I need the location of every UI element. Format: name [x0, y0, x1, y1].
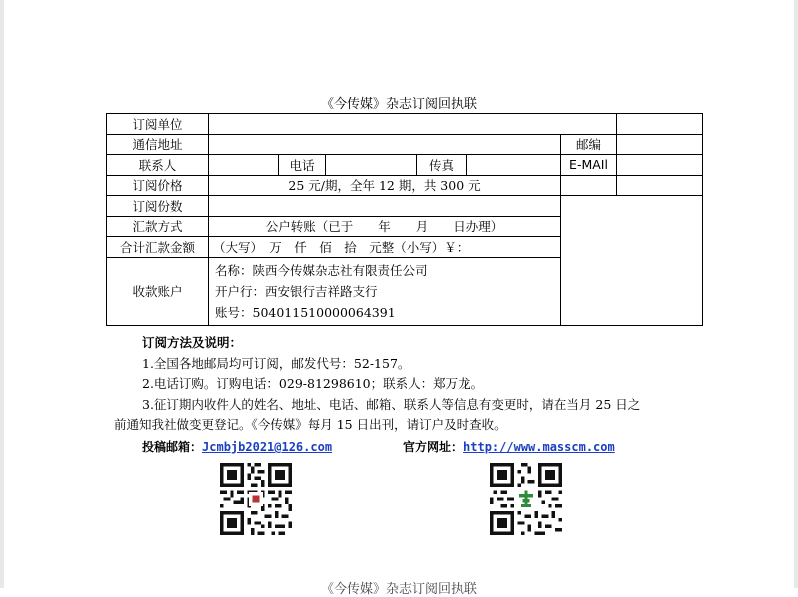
price-value: 25 元/期，全年 12 期，共 300 元	[209, 175, 561, 196]
contact-field[interactable]	[209, 155, 279, 176]
notes-item-3-line-1: 3.征订期内收件人的姓名、地址、电话、邮箱、联系人等信息有变更时，请在当月 25 日之	[142, 396, 641, 412]
qr-code-icon	[490, 463, 562, 535]
document-title: 《今传媒》杂志订阅回执联	[320, 97, 477, 112]
subscriber-extra-cell[interactable]	[617, 114, 703, 135]
official-website-link[interactable]: http://www.masscm.com	[463, 440, 615, 454]
postcode-field[interactable]	[617, 134, 703, 155]
subscriber-field[interactable]	[209, 114, 617, 135]
form-row-copies	[107, 196, 703, 217]
copies-field[interactable]	[209, 196, 561, 217]
submission-email-link[interactable]: Jcmbjb2021@126.com	[202, 440, 333, 454]
form-row-address	[107, 134, 703, 155]
notes-heading: 订阅方法及说明：	[142, 335, 243, 350]
form-row-price	[107, 175, 703, 196]
email-field[interactable]	[617, 155, 703, 176]
notes-item-3-line-2: 前通知我社做变更登记。《今传媒》每月 15 日出刊，请订户及时查收。	[114, 417, 507, 432]
fax-field[interactable]	[467, 155, 561, 176]
official-website	[403, 438, 615, 455]
payment-method-label: 汇款方式	[107, 216, 209, 237]
account-bank: 开户行：西安银行吉祥路支行	[215, 283, 378, 299]
submission-email	[142, 438, 332, 455]
subscription-form-table	[106, 113, 703, 326]
price-label: 订阅价格	[107, 175, 209, 196]
account-label: 收款账户	[107, 257, 209, 325]
subscription-notes	[114, 333, 704, 436]
price-extra-cell-2	[617, 175, 703, 196]
qr-code-icon	[220, 463, 292, 535]
account-name: 名称：陕西今传媒杂志社有限责任公司	[215, 262, 428, 278]
notes-item-2: 2.电话订购。订购电话：029-81298610；联系人：郑万龙。	[142, 376, 484, 391]
copies-label: 订阅份数	[107, 196, 209, 217]
contact-label: 联系人	[107, 155, 209, 176]
email-label: E-MAIl	[561, 155, 617, 176]
total-label: 合计汇款金额	[107, 237, 209, 258]
notes-item-1: 1.全国各地邮局均可订阅，邮发代号：52-157。	[142, 355, 411, 371]
address-label: 通信地址	[107, 134, 209, 155]
total-value: （大写） 万 仟 佰 拾 元整（小写）￥：	[209, 237, 561, 258]
postcode-label: 邮编	[561, 134, 617, 155]
next-page-title: 《今传媒》杂志订阅回执联	[320, 582, 477, 597]
form-row-subscriber	[107, 114, 703, 135]
phone-label: 电话	[279, 155, 326, 176]
page-edge-right	[794, 0, 798, 588]
form-row-contact	[107, 155, 703, 176]
price-extra-cell-1	[561, 175, 617, 196]
submission-email-label: 投稿邮箱：	[142, 440, 203, 454]
phone-field[interactable]	[326, 155, 417, 176]
page-edge-left	[0, 0, 4, 588]
account-details	[209, 257, 561, 325]
address-field[interactable]	[209, 134, 561, 155]
account-number: 账号：504011510000064391	[215, 304, 396, 320]
payment-method-value: 公户转账（已于 年 月 日办理）	[209, 216, 561, 237]
fax-label: 传真	[417, 155, 467, 176]
official-website-label: 官方网址：	[403, 440, 464, 454]
subscriber-label: 订阅单位	[107, 114, 209, 135]
stamp-area	[561, 196, 703, 326]
